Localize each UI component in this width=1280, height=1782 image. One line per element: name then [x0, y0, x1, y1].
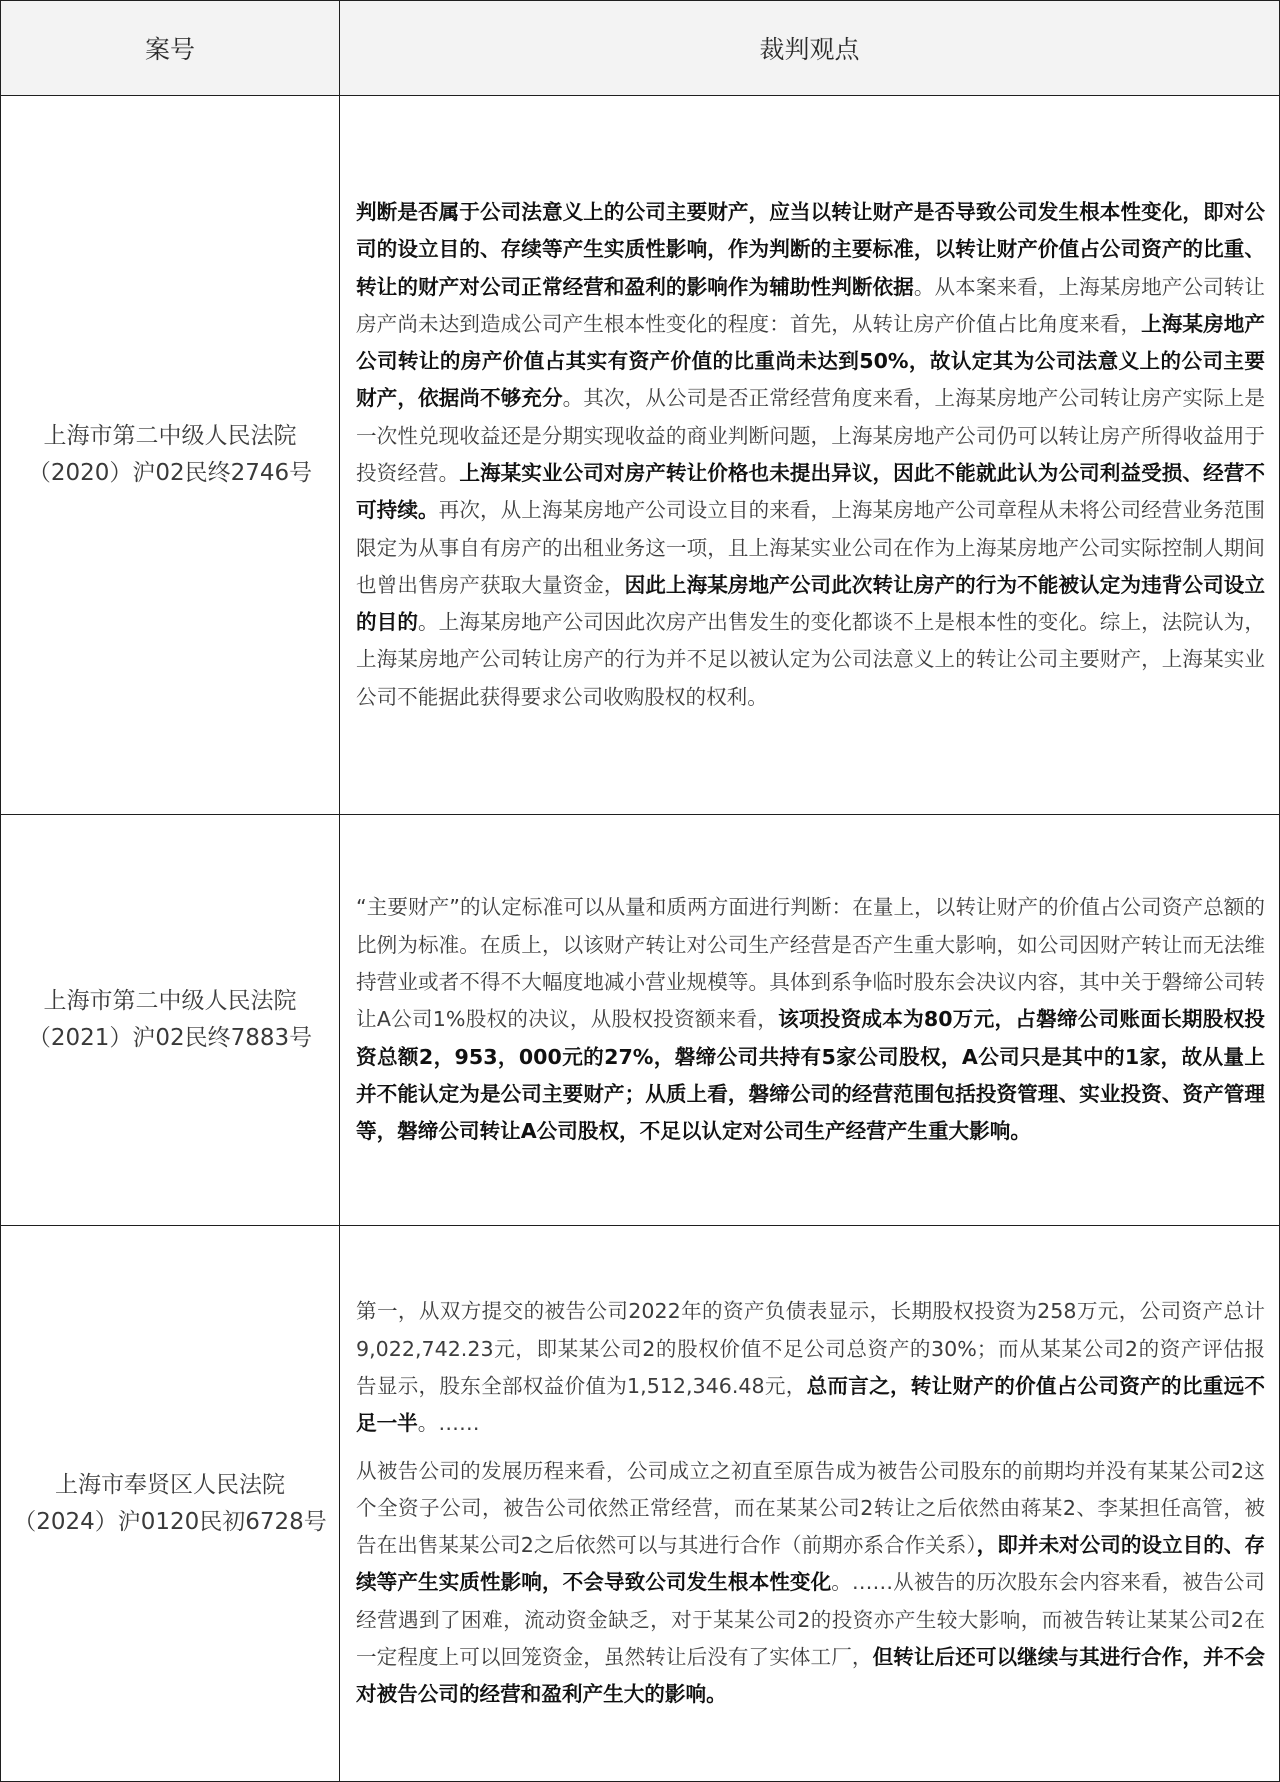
- emphasized-text: 因此上海某房地产公司此次转让房产的行为不能被认定为违背公司设立的目的: [356, 572, 1266, 635]
- body-text: 。其次，从公司是否正常经营角度来看，上海某房地产公司转让房产实际上是一次性兑现收益还是分期实现收益的商业判断问题，上海某房地产公司仍可以转让房产所得收益用于投资经营。: [356, 386, 1265, 485]
- body-text: 第一，从双方提交的被告公司2022年的资产负债表显示，长期股权投资为258万元，公司资产总计9,022,742.23元，即某某公司2的股权价值不足公司总资产的30%；而从某某公司2的资产评估报告显示，股东全部权益价值为1,512,346.48元，: [356, 1299, 1265, 1398]
- judgment-view-cell: [340, 96, 1280, 815]
- judgment-view-cell: [340, 815, 1280, 1226]
- emphasized-text: 该项投资成本为80万元，占磐缔公司账面长期股权投资总额2，953，000元的27%，磐缔公司共持有5家公司股权，A公司只是其中的1家，故从量上并不能认定为是公司主要财产；从质上看，磐缔公司的经营范围包括投资管理、实业投资、资产管理等，磐缔公司转让A公司股权，不足以认定对公司生产经营产生重大影响。: [356, 1007, 1265, 1144]
- body-text: 。……从被告的历次股东会内容来看，被告公司经营遇到了困难，流动资金缺乏，对于某某公司2的投资亦产生较大影响，而被告转让某某公司2在一定程度上可以回笼资金，虽然转让后没有了实体工厂，: [356, 1570, 1266, 1670]
- court-name: 上海市第二中级人民法院: [43, 988, 297, 1014]
- emphasized-text: 但转让后还可以继续与其进行合作，并不会对被告公司的经营和盈利产生大的影响。: [356, 1645, 1265, 1707]
- header-row: [1, 1, 1280, 96]
- table-row: [1, 96, 1280, 815]
- case-number: （2021）沪02民终7883号: [27, 1025, 313, 1051]
- header-case-number: 案号: [1, 1, 340, 96]
- case-cell: [1, 1226, 340, 1782]
- table-row: [1, 1226, 1280, 1782]
- judgment-paragraph: [356, 889, 1265, 1150]
- emphasized-text: 上海某房地产公司转让的房产价值占其实有资产价值的比重尚未达到50%，故认定其为公司法意义上的公司主要财产，依据尚不够充分: [356, 311, 1266, 411]
- court-name: 上海市奉贤区人民法院: [55, 1471, 285, 1498]
- emphasized-text: 总而言之，转让财产的价值占公司资产的比重远不足一半: [356, 1373, 1265, 1436]
- case-cell: [1, 96, 340, 815]
- case-number: （2024）沪0120民初6728号: [13, 1508, 327, 1535]
- body-text: “主要财产”的认定标准可以从量和质两方面进行判断：在量上，以转让财产的价值占公司资产总额的比例为标准。在质上，以该财产转让对公司生产经营是否产生重大影响，如公司因财产转让而无法维持营业或者不得不大幅度地减小营业规模等。具体到系争临时股东会决议内容，其中关于磐缔公司转让A公司1%股权的决议，从股权投资额来看，: [356, 895, 1265, 1032]
- table-row: [1, 815, 1280, 1226]
- header-judgment-view: 裁判观点: [340, 1, 1280, 96]
- case-cell: [1, 815, 340, 1226]
- case-number: （2020）沪02民终2746号: [27, 460, 313, 486]
- body-text: 再次，从上海某房地产公司设立目的来看，上海某房地产公司章程从未将公司经营业务范围限定为从事自有房产的出租业务这一项，且上海某实业公司在作为上海某房地产公司实际控制人期间也曾出售房产获取大量资金，: [356, 498, 1266, 597]
- court-name: 上海市第二中级人民法院: [43, 423, 297, 449]
- body-text: 。上海某房地产公司因此次房产出售发生的变化都谈不上是根本性的变化。综上，法院认为，上海某房地产公司转让房产的行为并不足以被认定为公司法意义上的转让公司主要财产，上海某实业公司不能据此获得要求公司收购股权的权利。: [356, 610, 1265, 709]
- judgment-paragraph: [356, 1293, 1265, 1442]
- judgment-paragraph: [356, 194, 1265, 716]
- judgment-paragraph: [356, 1453, 1265, 1714]
- judgment-view-cell: [340, 1226, 1280, 1782]
- emphasized-text: ，即并未对公司的设立目的、存续等产生实质性影响，不会导致公司发生根本性变化: [356, 1533, 1265, 1595]
- emphasized-text: 判断是否属于公司法意义上的公司主要财产，应当以转让财产是否导致公司发生根本性变化，即对公司的设立目的、存续等产生实质性影响，作为判断的主要标准，以转让财产价值占公司资产的比重、转让的财产对公司正常经营和盈利的影响作为辅助性判断依据: [356, 199, 1265, 299]
- body-text: 从被告公司的发展历程来看，公司成立之初直至原告成为被告公司股东的前期均并没有某某公司2这个全资子公司，被告公司依然正常经营，而在某某公司2转让之后依然由蒋某2、李某担任高管，被告在出售某某公司2之后依然可以与其进行合作（前期亦系合作关系）: [356, 1458, 1265, 1558]
- emphasized-text: 上海某实业公司对房产转让价格也未提出异议，因此不能就此认为公司利益受损、经营不可持续。: [356, 461, 1266, 523]
- body-text: 。从本案来看，上海某房地产公司转让房产尚未达到造成公司产生根本性变化的程度：首先，从转让房产价值占比角度来看，: [356, 274, 1266, 336]
- body-text: 。……: [417, 1411, 480, 1436]
